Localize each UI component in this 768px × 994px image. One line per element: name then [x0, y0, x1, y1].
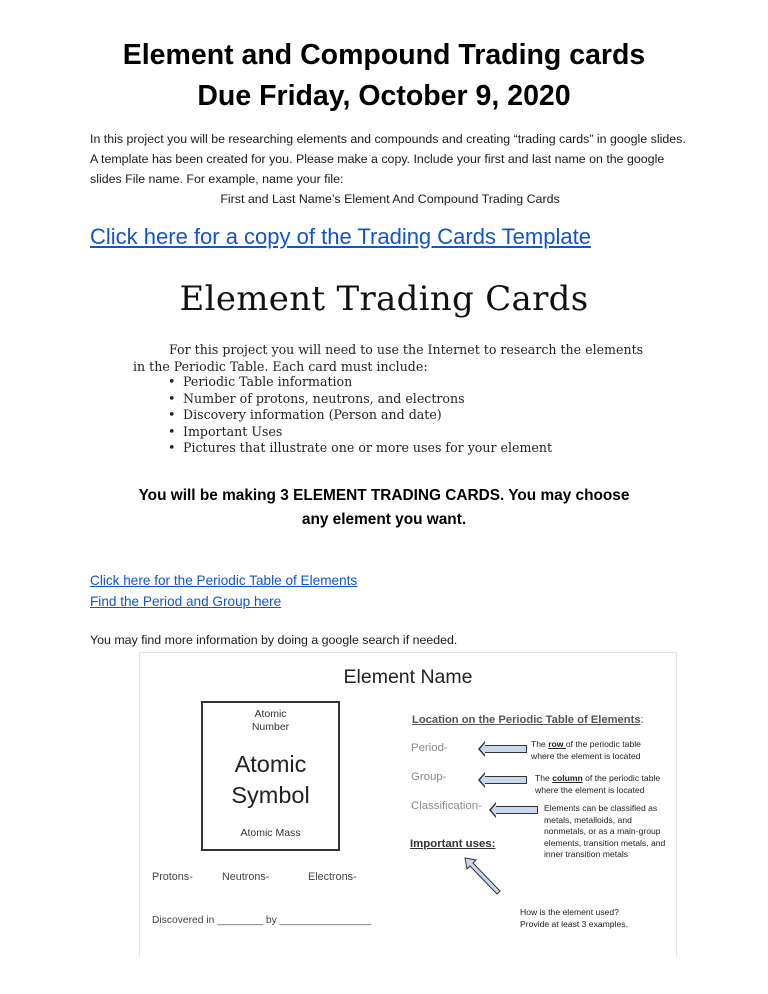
classification-desc-line: nonmetals, or as a main-group [544, 826, 661, 837]
atomic-symbol-box [201, 701, 340, 851]
element-cards-intro [133, 342, 663, 375]
period-group-link[interactable]: Find the Period and Group here [90, 594, 282, 609]
page-title-line-1: Element and Compound Trading cards [122, 39, 646, 71]
group-description [535, 773, 660, 796]
classification-description [544, 803, 665, 861]
atomic-mass-label: Atomic Mass [240, 827, 301, 839]
classification-desc-line: elements, transition metals, and [544, 837, 666, 848]
element-name-title: Element Name [343, 666, 473, 688]
classification-label: Classification- [411, 800, 482, 812]
intro-line-1: For this project you will need to use the Internet to research the elements [169, 342, 644, 357]
uses-hint [520, 907, 628, 930]
requirement-item: • Number of protons, neutrons, and electrons [166, 391, 552, 408]
atomic-number-label [203, 708, 338, 734]
location-heading [412, 714, 644, 726]
intro-text: In this project you will be researching elements and compounds and creating “trading cards” in google slides. A template has been created for you. Please make a copy. Include your first and last name on the google slides File name. For example, name your file: [90, 132, 686, 186]
electrons-label: Electrons- [308, 871, 357, 883]
neutrons-label: Neutrons- [222, 871, 270, 883]
requirement-item: • Important Uses [166, 424, 552, 441]
classification-arrow-icon [496, 806, 538, 814]
group-desc-key: column [552, 773, 583, 783]
intro-line-2: in the Periodic Table. Each card must include: [133, 358, 428, 374]
period-description [531, 739, 641, 762]
atomic-number-line-1: Atomic [254, 708, 287, 720]
important-uses-heading: Important uses: [410, 838, 496, 850]
period-desc-line-2: where the element is located [531, 750, 641, 761]
atomic-symbol-line-2: Symbol [231, 782, 310, 808]
requirement-item: • Discovery information (Person and date) [166, 407, 552, 424]
search-note: You may find more information by doing a google search if needed. [90, 633, 458, 647]
atomic-symbol-label [203, 749, 338, 811]
uses-hint-line-2: Provide at least 3 examples. [520, 918, 628, 929]
classification-desc-line: inner transition metals [544, 849, 629, 860]
location-heading-text: Location on the Periodic Table of Elements [412, 714, 641, 726]
card-count-instruction [90, 484, 678, 532]
uses-hint-line-1: How is the element used? [520, 907, 619, 917]
atomic-symbol-line-1: Atomic [234, 751, 307, 777]
group-label: Group- [411, 771, 447, 783]
intro-paragraph [90, 129, 690, 209]
classification-desc-line: metals, metalloids, and [544, 814, 632, 825]
periodic-table-link[interactable]: Click here for the Periodic Table of Elements [90, 573, 358, 588]
period-desc-post: of the periodic table [565, 739, 641, 749]
period-desc-pre: The [531, 739, 549, 749]
group-arrow-icon [485, 776, 527, 784]
requirements-list [166, 374, 552, 457]
card-template-image [139, 652, 677, 957]
diagonal-arrow-icon [463, 856, 503, 898]
instruction-line-2: any element you want. [301, 511, 467, 528]
classification-desc-line: Elements can be classified as [544, 803, 658, 813]
period-arrow-icon [485, 745, 527, 753]
period-desc-key: row [548, 739, 566, 749]
group-desc-post: of the periodic table [582, 773, 661, 783]
period-label: Period- [411, 742, 448, 754]
instruction-line-1: You will be making 3 ELEMENT TRADING CARDS. You may choose [138, 487, 630, 504]
atomic-number-line-2: Number [251, 721, 290, 733]
requirement-item: • Pictures that illustrate one or more uses for your element [166, 440, 552, 457]
example-filename: First and Last Name’s Element And Compound Trading Cards [220, 192, 560, 206]
template-copy-link[interactable]: Click here for a copy of the Trading Cards Template [90, 224, 591, 249]
discovered-line: Discovered in ________ by ________________ [152, 915, 372, 926]
group-desc-line-2: where the element is located [535, 784, 645, 795]
group-desc-pre: The [535, 773, 553, 783]
requirement-item: • Periodic Table information [166, 374, 552, 391]
element-trading-cards-heading: Element Trading Cards [179, 279, 589, 319]
location-heading-colon: : [640, 714, 644, 726]
protons-label: Protons- [152, 871, 193, 883]
page-title-line-2: Due Friday, October 9, 2020 [197, 80, 571, 112]
